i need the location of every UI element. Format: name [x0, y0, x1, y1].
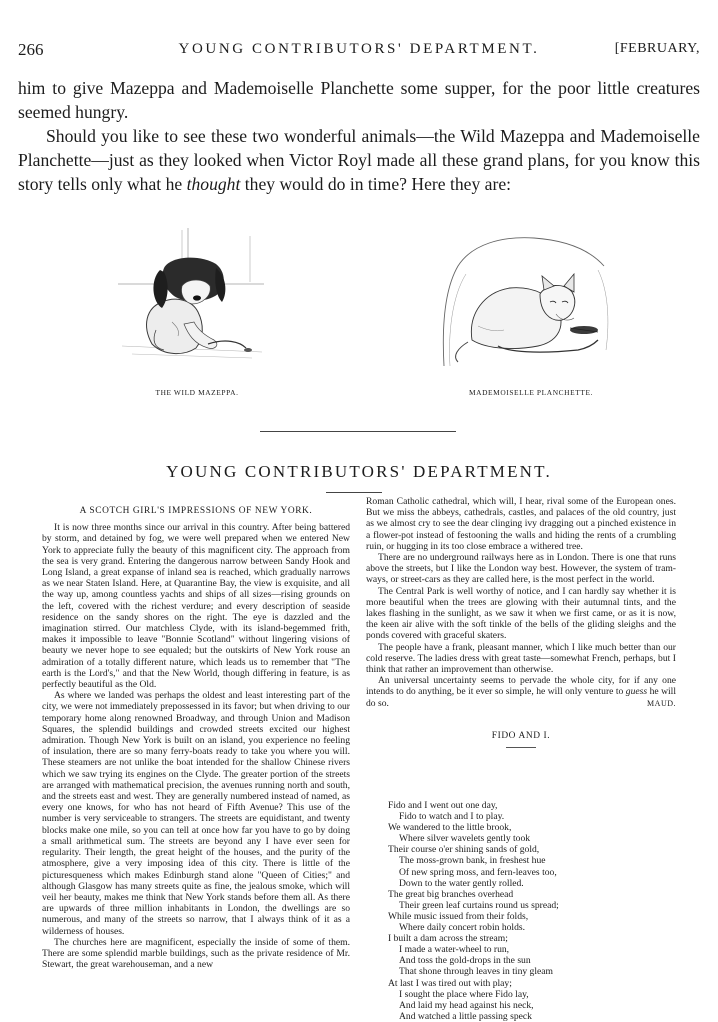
article-paragraph: The people have a frank, pleasant manner, which I like much better than our cold reserve. The ladies dress with great taste—somewhat French, perhaps, but I think that rather an improvement than otherwise.	[366, 641, 676, 676]
poem-line: While music issued from their folds,	[388, 910, 529, 922]
poem-line: I made a water-wheel to run,	[399, 944, 510, 956]
article-paragraph: Roman Catholic cathedral, which will, I hear, rival some of the European ones. But we miss the abbeys, cathedrals, castles, and palaces of the old country, just as we almost cry to see the dear clinging ivy dragging out a pinched existence in a flower-pot instead of festooning the walls and hiding the rents of a crumbling ruin, or hugging in its too close embrace a withered tree.	[366, 496, 676, 552]
emphasis-thought: thought	[186, 174, 241, 194]
story-paragraph-2: Should you like to see these two wonderful animals—the Wild Mazeppa and Mademoiselle Planchette—just as they looked when Victor Royl made all these grand plans, for you know this story tells only what he thought they would do in time? Here they are:	[18, 126, 700, 194]
poem-title-rule	[506, 747, 536, 748]
poem-line: And laid my head against his neck,	[399, 999, 534, 1011]
section-divider	[260, 431, 456, 432]
poem-line: We wandered to the little brook,	[388, 822, 512, 834]
poem-line: That shone through leaves in tiny gleam	[399, 966, 553, 978]
running-title: YOUNG CONTRIBUTORS' DEPARTMENT.	[178, 41, 540, 57]
poem-line: And watched a little passing speck	[399, 1010, 532, 1022]
article-paragraph: There are no underground railways here as in London. There is one that runs above the streets, but I like the London way best. However, the system of tram-ways, or street-cars as they are called here, is the most perfect in the world.	[366, 552, 676, 586]
kitten-engraving	[438, 230, 618, 380]
poem-line: Fido and I went out one day,	[388, 800, 498, 811]
story-paragraph-1: him to give Mazeppa and Mademoiselle Planchette some supper, for the poor little creatures seemed hungry.	[18, 78, 700, 122]
article-right-column	[366, 496, 676, 754]
page-header	[18, 40, 700, 62]
left-caption: THE WILD MAZEPPA.	[155, 388, 239, 397]
kitten-illustration	[438, 230, 618, 380]
running-month: [FEBRUARY,	[614, 41, 700, 56]
article-paragraph: The churches here are magnificent, especially the inside of some of them. There are some splendid marble buildings, such as the private residence of Mr. Stewart, the great warehouseman, and a new	[42, 936, 350, 971]
poem-line: I built a dam across the stream;	[388, 933, 508, 945]
article-title: A SCOTCH GIRL'S IMPRESSIONS OF NEW YORK.	[79, 506, 313, 516]
article-paragraph: The Central Park is well worthy of notice, and I can hardly say whether it is more beautiful when the trees are glowing with their autumnal tints, and the lakes flashing in the sunlight, as we saw it when we first came, or as it is now, the keen air alive with the soft tinkle of the bells of the gliding sleighs and the ponds covered with graceful skaters.	[366, 585, 676, 642]
author-signature: MAUD.	[647, 698, 676, 708]
story-ending	[18, 76, 700, 196]
emphasis-guess: guess	[625, 686, 648, 698]
poem-line: Where daily concert robin holds.	[399, 922, 526, 934]
poem-line: Fido to watch and I to play.	[399, 811, 505, 823]
poem-line: Their course o'er shining sands of gold,	[388, 844, 540, 856]
poem-line: At last I was tired out with play;	[388, 977, 512, 989]
poem-line: Of new spring moss, and fern-leaves too,	[399, 866, 557, 878]
poem-body	[388, 800, 678, 1022]
poem-title: FIDO AND I.	[491, 730, 551, 741]
title-ornament-rule	[326, 492, 382, 493]
section-title: YOUNG CONTRIBUTORS' DEPARTMENT.	[166, 462, 552, 481]
poem-line: The great big branches overhead	[388, 888, 514, 900]
poem-line: Down to the water gently rolled.	[399, 877, 524, 889]
poem-line: Where silver wavelets gently took	[399, 833, 531, 845]
article-paragraph: As where we landed was perhaps the oldest and least interesting part of the city, we were not immediately prepossessed in its favor; but when driving to our temporary home along renowned Broadway, and through Union and Madison Squares, the splendid buildings and crowded streets excited our highest admiration. Though New York is built on an island, you experience no feeling of insulation, there are so many ferry-boats ready to take you where you will. These steamers are not unlike the boat intended for the shallow Chinese rivers which we saw trying its engines on the Clyde. The greater portion of the streets are arranged with mathematical precision, the avenues running north and south, and the streets east and west. They are generally numbered instead of named, as every one knows, for who has not heard of Fifth Avenue? This use of the number is very serviceable to strangers. The streets are equidistant, and twenty blocks make one mile, so you can tell at once how far you have to go by doing a small arithmetical sum. The streets are beyond any I have ever seen for regularity. Their length, the great height of the houses, and the purity of the atmosphere, give a very imposing idea of this city. There is little of the picturesqueness which makes Edinburgh stand alone "Queen of Cities;" and although Glasgow has many streets quite as fine, the jealous smoke, which will veil her beauty, makes me think that New York stands before them all. As there are upwards of three million inhabitants in London, the dwellings are so numerous, and many of the streets so narrow, that I always think of it as a wilderness of houses.	[42, 690, 350, 937]
poem-line: I sought the place where Fido lay,	[399, 988, 529, 1000]
page-number: 266	[18, 40, 44, 59]
puppy-engraving	[112, 226, 272, 376]
article-left-column	[42, 506, 350, 970]
poem-line: The moss-grown bank, in freshest hue	[399, 855, 546, 867]
puppy-illustration	[112, 226, 272, 376]
poem-line: Their green leaf curtains round us spread;	[399, 899, 559, 911]
poem-line: And toss the gold-drops in the sun	[399, 955, 531, 967]
right-caption: MADEMOISELLE PLANCHETTE.	[468, 388, 594, 397]
article-last-paragraph: An universal uncertainty seems to pervade the whole city, for if any one intends to do anything, be it ever so simple, he will only venture to guess he will do so. MAUD.	[366, 675, 676, 709]
article-paragraph: It is now three months since our arrival in this country. After being battered by storm, and detained by fog, we were well prepared when we entered New York to appreciate fully the beauty of this magnificent city. The approach from the sea is very grand. Entering the dangerous narrow between Sandy Hook and Long Island, a great expanse of inland sea is reached, which gradually narrows as we near Staten Island. Here, at Quarantine Bay, the view is exquisite, and all the way up, among countless yachts and ships of all sizes—rising grounds on the left, covered with the richest verdure; and every description of seaside residence on the sandy shores on the right. The eye is dazzled and the imagination stirred. Our matchless Clyde, with its island-begemmed frith, makes it impossible to leave "Bonnie Scotland" without lingering visions of beauty we never hope to see equaled; but the outskirts of New York rouse an admiration of a totally different nature, which leads us to remember that "The earth is the Lord's," and that the New World, though differing in feature, is as perfectly beautiful as the Old.	[42, 522, 350, 691]
